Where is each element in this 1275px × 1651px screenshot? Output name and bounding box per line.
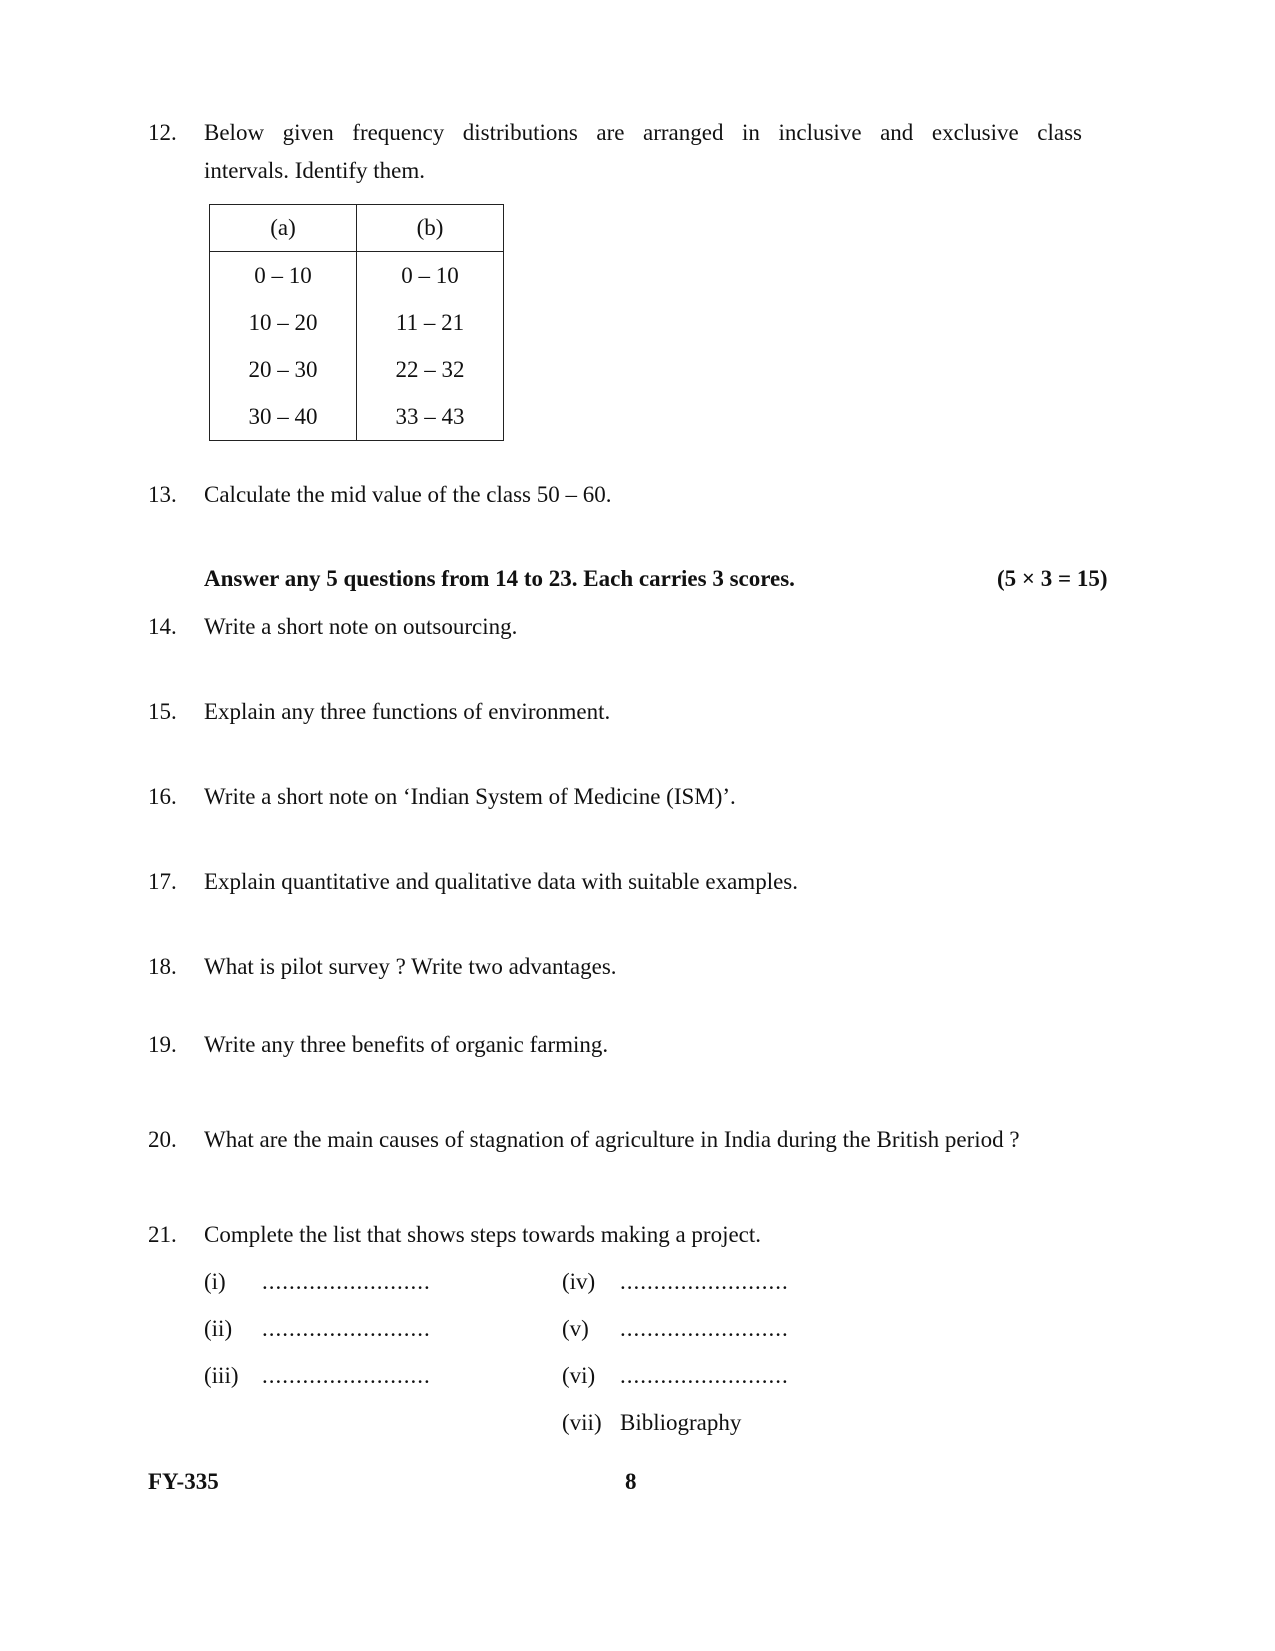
table-cell: 10 – 20 <box>210 299 357 346</box>
question-20-number: 20. <box>148 1127 177 1152</box>
footer-exam-code: FY-335 <box>148 1469 219 1494</box>
question-16-text: Write a short note on ‘Indian System of Medicine (ISM)’. <box>204 784 736 809</box>
question-14-text: Write a short note on outsourcing. <box>204 614 518 639</box>
question-17-number: 17. <box>148 869 177 894</box>
table-row <box>210 252 504 300</box>
question-21-text: Complete the list that shows steps towards making a project. <box>204 1222 762 1247</box>
question-15-text: Explain any three functions of environment. <box>204 699 611 724</box>
footer-page-number: 8 <box>625 1469 637 1494</box>
table-cell: 33 – 43 <box>357 393 504 441</box>
table-cell: 0 – 10 <box>357 252 504 300</box>
table-row <box>210 346 504 393</box>
question-16-number: 16. <box>148 784 177 809</box>
frequency-table <box>209 204 504 441</box>
question-13-number: 13. <box>148 482 177 507</box>
question-12-text-line1: Below given frequency distributions are arranged in inclusive and exclusive class <box>204 120 1082 145</box>
list-item-label: (v) <box>562 1316 589 1341</box>
list-item-label: (vi) <box>562 1363 596 1388</box>
list-item-label: (ii) <box>204 1316 233 1341</box>
table-header-row <box>210 205 504 252</box>
table-cell: 30 – 40 <box>210 393 357 441</box>
list-item-label: (iv) <box>562 1269 596 1294</box>
question-13-text: Calculate the mid value of the class 50 – 60. <box>204 482 612 507</box>
table-header-a: (a) <box>210 205 357 252</box>
question-19-number: 19. <box>148 1032 177 1057</box>
question-17-text: Explain quantitative and qualitative data with suitable examples. <box>204 869 798 894</box>
question-18-text: What is pilot survey ? Write two advantages. <box>204 954 617 979</box>
table-row <box>210 299 504 346</box>
list-item-value: Bibliography <box>620 1410 742 1435</box>
list-item-blank: ......................... <box>262 1363 431 1388</box>
question-12-number: 12. <box>148 120 177 145</box>
question-14-number: 14. <box>148 614 177 639</box>
list-item-label: (i) <box>204 1269 226 1294</box>
list-item-blank: ......................... <box>262 1269 431 1294</box>
list-item-blank: ......................... <box>620 1269 789 1294</box>
table-cell: 20 – 30 <box>210 346 357 393</box>
table-cell: 0 – 10 <box>210 252 357 300</box>
table-header-b: (b) <box>357 205 504 252</box>
table-row <box>210 393 504 441</box>
question-20-text: What are the main causes of stagnation of agriculture in India during the British period ? <box>204 1127 1020 1152</box>
question-19-text: Write any three benefits of organic farming. <box>204 1032 609 1057</box>
list-item-blank: ......................... <box>620 1363 789 1388</box>
list-item-label: (vii) <box>562 1410 602 1435</box>
question-12-text-line2: intervals. Identify them. <box>204 158 425 183</box>
question-21-number: 21. <box>148 1222 177 1247</box>
section-instruction: Answer any 5 questions from 14 to 23. Each carries 3 scores. <box>204 566 795 591</box>
table-cell: 22 – 32 <box>357 346 504 393</box>
list-item-blank: ......................... <box>262 1316 431 1341</box>
list-item-blank: ......................... <box>620 1316 789 1341</box>
question-18-number: 18. <box>148 954 177 979</box>
question-15-number: 15. <box>148 699 177 724</box>
section-marks: (5 × 3 = 15) <box>997 566 1108 591</box>
table-cell: 11 – 21 <box>357 299 504 346</box>
list-item-label: (iii) <box>204 1363 239 1388</box>
